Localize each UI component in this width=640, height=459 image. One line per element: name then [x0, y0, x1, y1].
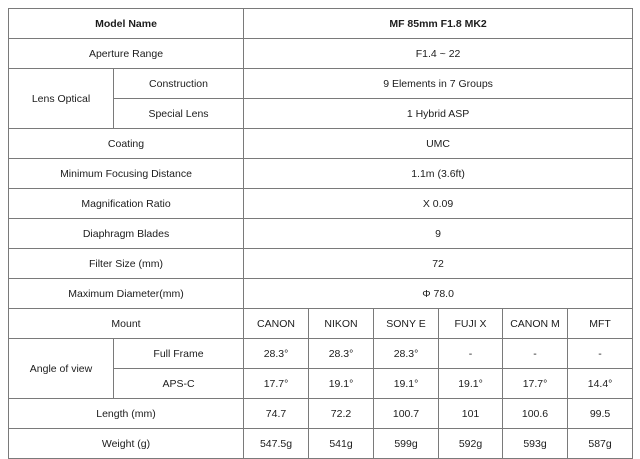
- lens-optical-label: Lens Optical: [9, 69, 114, 129]
- weight-mft: 587g: [568, 429, 633, 459]
- full-frame-fuji-x: -: [439, 339, 503, 369]
- aps-c-canon: 17.7°: [244, 369, 309, 399]
- diaphragm-blades-label: Diaphragm Blades: [9, 219, 244, 249]
- maximum-diameter-value: Φ 78.0: [244, 279, 633, 309]
- mount-column-nikon: NIKON: [309, 309, 374, 339]
- lens-specification-table: [8, 8, 633, 459]
- minimum-focusing-distance-value: 1.1m (3.6ft): [244, 159, 633, 189]
- magnification-ratio-label: Magnification Ratio: [9, 189, 244, 219]
- table-row: [9, 39, 633, 69]
- table-row: [9, 279, 633, 309]
- filter-size-value: 72: [244, 249, 633, 279]
- full-frame-canon-m: -: [503, 339, 568, 369]
- table-row: [9, 249, 633, 279]
- weight-nikon: 541g: [309, 429, 374, 459]
- weight-canon: 547.5g: [244, 429, 309, 459]
- full-frame-label: Full Frame: [114, 339, 244, 369]
- aps-c-nikon: 19.1°: [309, 369, 374, 399]
- length-fuji-x: 101: [439, 399, 503, 429]
- model-name-value: MF 85mm F1.8 MK2: [244, 9, 633, 39]
- aps-c-canon-m: 17.7°: [503, 369, 568, 399]
- aps-c-mft: 14.4°: [568, 369, 633, 399]
- weight-label: Weight (g): [9, 429, 244, 459]
- table-row: [9, 129, 633, 159]
- mount-label: Mount: [9, 309, 244, 339]
- construction-label: Construction: [114, 69, 244, 99]
- coating-value: UMC: [244, 129, 633, 159]
- mount-column-mft: MFT: [568, 309, 633, 339]
- table-row: [9, 219, 633, 249]
- mount-column-sony-e: SONY E: [374, 309, 439, 339]
- length-nikon: 72.2: [309, 399, 374, 429]
- model-name-label: Model Name: [9, 9, 244, 39]
- table-row: [9, 159, 633, 189]
- weight-fuji-x: 592g: [439, 429, 503, 459]
- table-row: [9, 309, 633, 339]
- mount-column-fuji-x: FUJI X: [439, 309, 503, 339]
- length-canon: 74.7: [244, 399, 309, 429]
- mount-column-canon-m: CANON M: [503, 309, 568, 339]
- full-frame-nikon: 28.3°: [309, 339, 374, 369]
- coating-label: Coating: [9, 129, 244, 159]
- filter-size-label: Filter Size (mm): [9, 249, 244, 279]
- aps-c-sony-e: 19.1°: [374, 369, 439, 399]
- special-lens-label: Special Lens: [114, 99, 244, 129]
- full-frame-sony-e: 28.3°: [374, 339, 439, 369]
- mount-column-canon: CANON: [244, 309, 309, 339]
- length-sony-e: 100.7: [374, 399, 439, 429]
- minimum-focusing-distance-label: Minimum Focusing Distance: [9, 159, 244, 189]
- aps-c-label: APS-C: [114, 369, 244, 399]
- length-label: Length (mm): [9, 399, 244, 429]
- table-row: [9, 189, 633, 219]
- table-row: [9, 9, 633, 39]
- maximum-diameter-label: Maximum Diameter(mm): [9, 279, 244, 309]
- length-mft: 99.5: [568, 399, 633, 429]
- table-row: [9, 339, 633, 369]
- weight-canon-m: 593g: [503, 429, 568, 459]
- angle-of-view-label: Angle of view: [9, 339, 114, 399]
- aperture-range-label: Aperture Range: [9, 39, 244, 69]
- full-frame-canon: 28.3°: [244, 339, 309, 369]
- length-canon-m: 100.6: [503, 399, 568, 429]
- table-row: [9, 429, 633, 459]
- full-frame-mft: -: [568, 339, 633, 369]
- weight-sony-e: 599g: [374, 429, 439, 459]
- magnification-ratio-value: X 0.09: [244, 189, 633, 219]
- aperture-range-value: F1.4 ~ 22: [244, 39, 633, 69]
- table-row: [9, 69, 633, 99]
- special-lens-value: 1 Hybrid ASP: [244, 99, 633, 129]
- construction-value: 9 Elements in 7 Groups: [244, 69, 633, 99]
- table-row: [9, 399, 633, 429]
- diaphragm-blades-value: 9: [244, 219, 633, 249]
- aps-c-fuji-x: 19.1°: [439, 369, 503, 399]
